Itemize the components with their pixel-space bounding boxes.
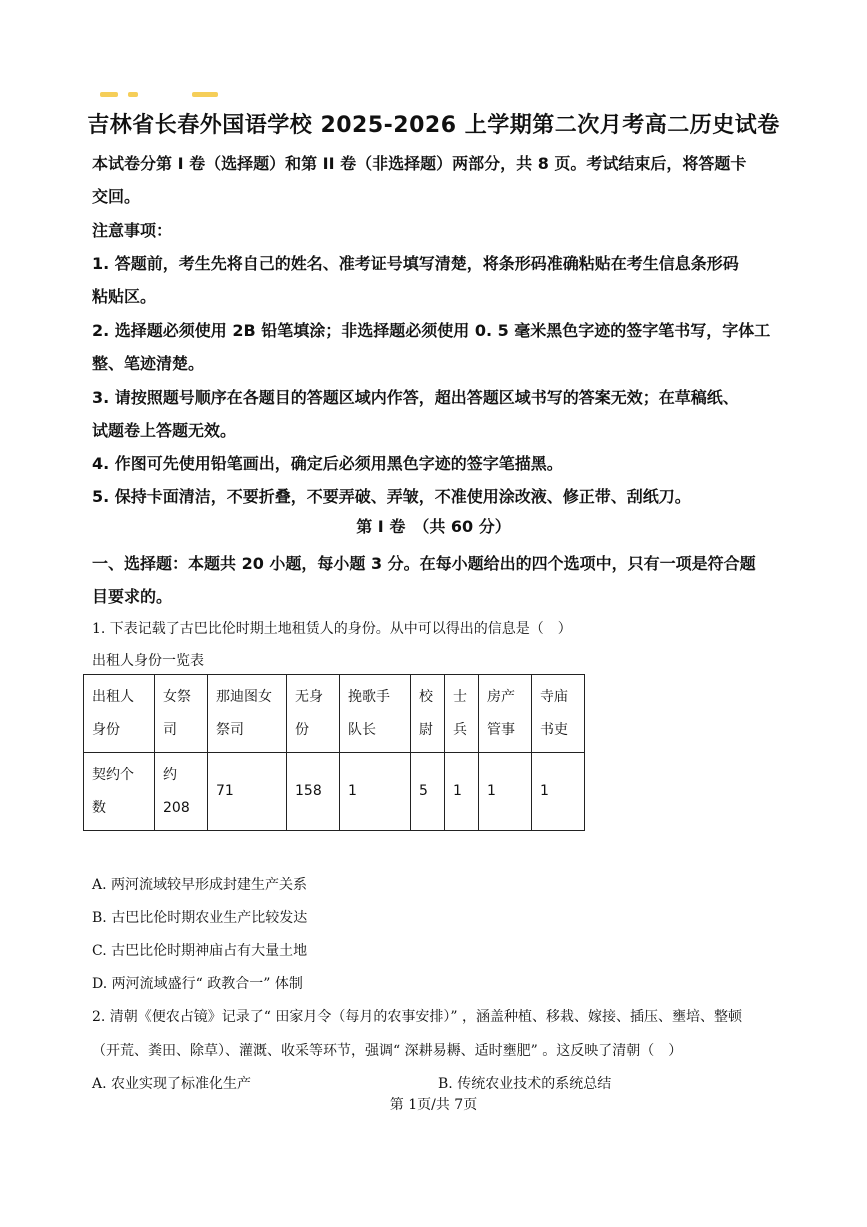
notice-5: 5. 保持卡面清洁，不要折叠，不要弄破、弄皱，不准使用涂改液、修正带、刮纸刀。 — [92, 487, 691, 506]
page-footer: 第 1页/共 7页 — [389, 1097, 478, 1113]
intro-line-2: 交回。 — [92, 187, 141, 206]
notice-heading: 注意事项： — [92, 221, 173, 240]
q2-stem-line-2: （开荒、粪田、除草）、灌溉、收采等环节，强调“ 深耕易耨、适时壅肥” 。这反映了清朝（ ） — [92, 1043, 683, 1059]
table-cell: 校尉 — [411, 675, 445, 753]
notice-2b: 整、笔迹清楚。 — [92, 354, 205, 373]
q1-option-a: A. 两河流域较早形成封建生产关系 — [92, 877, 308, 893]
table-cell: 无身份 — [287, 675, 340, 753]
part-heading-2: 目要求的。 — [92, 587, 173, 606]
notice-2a: 2. 选择题必须使用 2B 铅笔填涂；非选择题必须使用 0. 5 毫米黑色字迹的签字笔书写，字体工 — [92, 321, 771, 340]
notice-3b: 试题卷上答题无效。 — [92, 421, 237, 440]
table-cell: 女祭司 — [155, 675, 208, 753]
q2-option-a: A. 农业实现了标准化生产 — [92, 1076, 252, 1092]
table-cell: 1 — [479, 753, 532, 831]
table-cell: 1 — [340, 753, 411, 831]
q2-option-b: B. 传统农业技术的系统总结 — [438, 1076, 612, 1092]
top-highlight-marks — [100, 92, 220, 100]
table-cell: 那迪图女祭司 — [208, 675, 287, 753]
table-cell: 1 — [445, 753, 479, 831]
notice-3a: 3. 请按照题号顺序在各题目的答题区域内作答，超出答题区域书写的答案无效；在草稿纸、 — [92, 388, 739, 407]
table-cell: 房产管事 — [479, 675, 532, 753]
table-row — [84, 753, 585, 831]
table-cell: 士兵 — [445, 675, 479, 753]
table-cell: 寺庙书吏 — [532, 675, 585, 753]
q1-stem: 1. 下表记载了古巴比伦时期土地租赁人的身份。从中可以得出的信息是（ ） — [92, 621, 572, 637]
table-cell: 5 — [411, 753, 445, 831]
q1-option-c: C. 古巴比伦时期神庙占有大量土地 — [92, 943, 308, 959]
exam-title-text: 吉林省长春外国语学校 2025-2026 上学期第二次月考高二历史试卷 — [87, 113, 780, 138]
table-cell: 契约个数 — [84, 753, 155, 831]
table-cell: 1 — [532, 753, 585, 831]
table-header-row — [84, 675, 585, 753]
section-title: 第 I 卷 （共 60 分） — [356, 517, 511, 536]
notice-1a: 1. 答题前，考生先将自己的姓名、准考证号填写清楚，将条形码准确粘贴在考生信息条形码 — [92, 254, 739, 273]
q1-option-d: D. 两河流域盛行“ 政教合一” 体制 — [92, 976, 303, 992]
q2-stem-line-1: 2. 清朝《便农占镜》记录了“ 田家月令（每月的农事安排）” ，涵盖种植、移栽、嫁接、插压、壅培、整顿 — [92, 1009, 743, 1025]
table-cell: 出租人身份 — [84, 675, 155, 753]
notice-1b: 粘贴区。 — [92, 287, 157, 306]
table-cell: 约 208 — [155, 753, 208, 831]
part-heading-1: 一、选择题：本题共 20 小题，每小题 3 分。在每小题给出的四个选项中，只有一项是符合题 — [92, 554, 756, 573]
table-cell: 71 — [208, 753, 287, 831]
q1-table-caption: 出租人身份一览表 — [92, 653, 204, 669]
q1-option-b: B. 古巴比伦时期农业生产比较发达 — [92, 910, 308, 926]
table-cell: 挽歌手队长 — [340, 675, 411, 753]
lessor-table — [83, 674, 585, 831]
table-cell: 158 — [287, 753, 340, 831]
exam-title — [0, 108, 867, 139]
intro-line-1: 本试卷分第 I 卷（选择题）和第 II 卷（非选择题）两部分，共 8 页。考试结束后，将答题卡 — [92, 154, 747, 173]
notice-4: 4. 作图可先使用铅笔画出，确定后必须用黑色字迹的签字笔描黑。 — [92, 454, 563, 473]
